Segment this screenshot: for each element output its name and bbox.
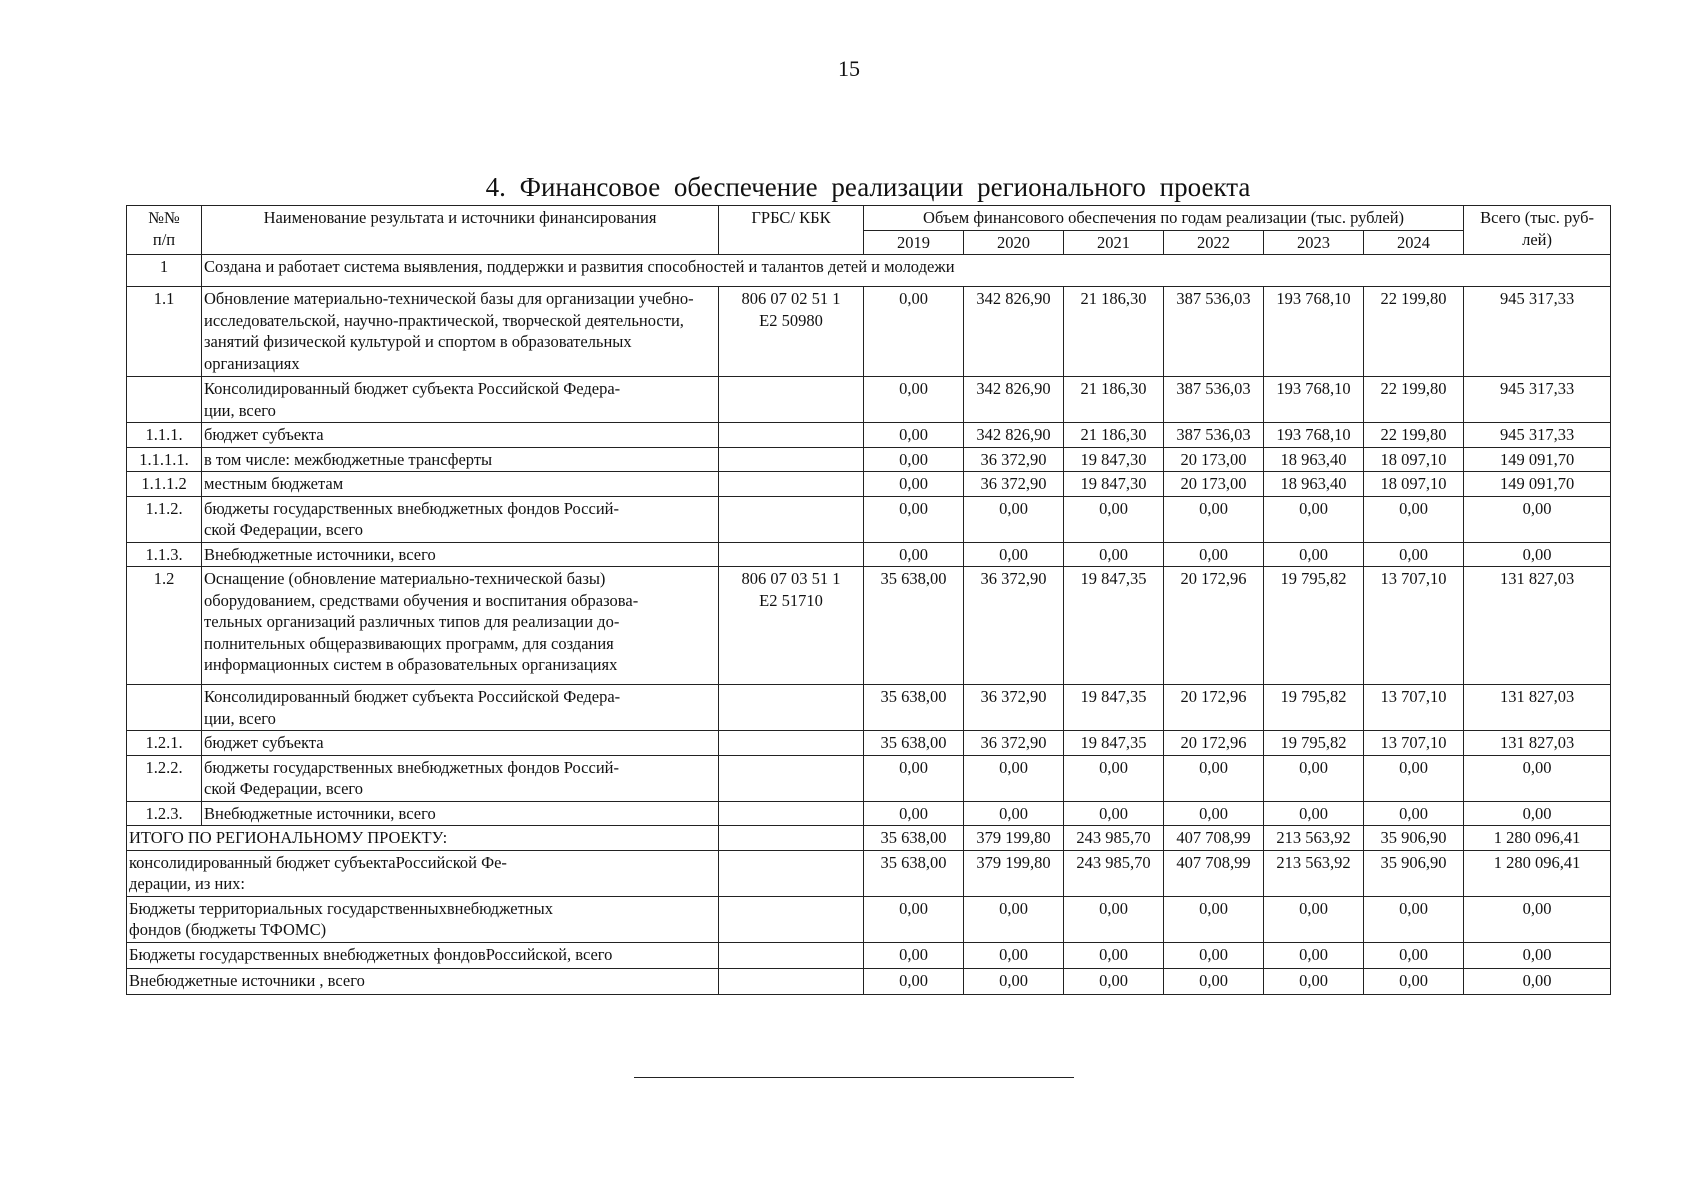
row-num: 1.1.1.1. <box>127 447 202 472</box>
row-kbk <box>719 447 864 472</box>
row-kbk <box>719 731 864 756</box>
totals-kbk <box>719 968 864 994</box>
row-num: 1.2.1. <box>127 731 202 756</box>
row-value: 22 199,80 <box>1364 287 1464 377</box>
row-kbk <box>719 472 864 497</box>
row-value: 35 638,00 <box>864 685 964 731</box>
row-value: 18 097,10 <box>1364 472 1464 497</box>
row-name: Обновление материально-технической базы для организации учебно-исследовательской, научно-практической, творческой деятельности, занятий физической культурой и спортом в образовательных организациях <box>202 287 719 377</box>
row-value: 0,00 <box>1064 496 1164 542</box>
row-value: 19 847,30 <box>1064 447 1164 472</box>
header-total: Всего (тыс. руб- лей) <box>1464 206 1611 255</box>
totals-total: 0,00 <box>1464 968 1611 994</box>
row-value: 36 372,90 <box>964 685 1064 731</box>
row-name: бюджеты государственных внебюджетных фондов Россий- ской Федерации, всего <box>202 755 719 801</box>
header-year: 2019 <box>864 230 964 255</box>
row-num: 1.1.1. <box>127 423 202 448</box>
row-value: 342 826,90 <box>964 287 1064 377</box>
totals-value: 35 638,00 <box>864 850 964 896</box>
row-value: 13 707,10 <box>1364 731 1464 756</box>
row-total: 945 317,33 <box>1464 423 1611 448</box>
row-kbk <box>719 542 864 567</box>
row-value: 21 186,30 <box>1064 423 1164 448</box>
row-kbk <box>719 801 864 826</box>
row-total: 0,00 <box>1464 496 1611 542</box>
totals-value: 0,00 <box>1364 942 1464 968</box>
row-value: 20 173,00 <box>1164 472 1264 497</box>
header-grbs: ГРБС/ КБК <box>719 206 864 255</box>
totals-value: 0,00 <box>1064 968 1164 994</box>
totals-value: 243 985,70 <box>1064 850 1164 896</box>
totals-row <box>127 826 1611 851</box>
row-value: 19 847,35 <box>1064 685 1164 731</box>
totals-total: 1 280 096,41 <box>1464 826 1611 851</box>
row-value: 18 097,10 <box>1364 447 1464 472</box>
row-value: 342 826,90 <box>964 423 1064 448</box>
row-value: 19 847,35 <box>1064 731 1164 756</box>
totals-name: Внебюджетные источники , всего <box>127 968 719 994</box>
row-total: 0,00 <box>1464 542 1611 567</box>
row-name: местным бюджетам <box>202 472 719 497</box>
row-num: 1.1.1.2 <box>127 472 202 497</box>
totals-value: 0,00 <box>1064 896 1164 942</box>
row-kbk <box>719 423 864 448</box>
totals-value: 0,00 <box>1364 896 1464 942</box>
totals-value: 0,00 <box>1264 968 1364 994</box>
row-value: 19 795,82 <box>1264 567 1364 685</box>
row-value: 0,00 <box>1164 755 1264 801</box>
header-row <box>127 206 1611 231</box>
table-row <box>127 567 1611 685</box>
row-value: 0,00 <box>1364 801 1464 826</box>
row-value: 0,00 <box>1164 801 1264 826</box>
row-value: 22 199,80 <box>1364 377 1464 423</box>
totals-value: 379 199,80 <box>964 826 1064 851</box>
totals-value: 0,00 <box>964 896 1064 942</box>
totals-total: 0,00 <box>1464 896 1611 942</box>
row-name: бюджеты государственных внебюджетных фондов Россий- ской Федерации, всего <box>202 496 719 542</box>
row-value: 19 795,82 <box>1264 685 1364 731</box>
totals-value: 0,00 <box>964 968 1064 994</box>
row-name: Оснащение (обновление материально-технической базы) оборудованием, средствами обучения и воспитания образова- тельных организаций различных типов для реализации до- полнительных общеразвивающих программ, для создания информационных систем в образовательных организациях <box>202 567 719 685</box>
row-value: 0,00 <box>864 801 964 826</box>
row-name: Консолидированный бюджет субъекта Российской Федера- ции, всего <box>202 685 719 731</box>
totals-value: 407 708,99 <box>1164 850 1264 896</box>
row-value: 0,00 <box>864 755 964 801</box>
row-value: 0,00 <box>1064 755 1164 801</box>
row-value: 36 372,90 <box>964 731 1064 756</box>
table-row <box>127 542 1611 567</box>
row-value: 19 847,35 <box>1064 567 1164 685</box>
table-row <box>127 447 1611 472</box>
totals-value: 379 199,80 <box>964 850 1064 896</box>
page-number: 15 <box>838 56 860 81</box>
row-total: 131 827,03 <box>1464 685 1611 731</box>
row-value: 0,00 <box>1364 496 1464 542</box>
row-value: 35 638,00 <box>864 731 964 756</box>
row-value: 0,00 <box>864 447 964 472</box>
row-name: Консолидированный бюджет субъекта Российской Федера- ции, всего <box>202 377 719 423</box>
totals-value: 0,00 <box>1164 942 1264 968</box>
totals-value: 0,00 <box>1164 896 1264 942</box>
row-value: 20 172,96 <box>1164 685 1264 731</box>
table-row <box>127 423 1611 448</box>
row-value: 0,00 <box>1364 542 1464 567</box>
totals-value: 0,00 <box>864 968 964 994</box>
row-value: 20 172,96 <box>1164 567 1264 685</box>
table-row <box>127 496 1611 542</box>
row-value: 0,00 <box>864 287 964 377</box>
row-total: 149 091,70 <box>1464 447 1611 472</box>
financial-table <box>126 205 1611 995</box>
totals-value: 35 906,90 <box>1364 850 1464 896</box>
totals-value: 0,00 <box>1364 968 1464 994</box>
totals-total: 1 280 096,41 <box>1464 850 1611 896</box>
row-value: 35 638,00 <box>864 567 964 685</box>
row-value: 36 372,90 <box>964 567 1064 685</box>
table-row <box>127 685 1611 731</box>
totals-row <box>127 942 1611 968</box>
row-name: в том числе: межбюджетные трансферты <box>202 447 719 472</box>
row-value: 0,00 <box>864 423 964 448</box>
totals-value: 0,00 <box>1264 896 1364 942</box>
section-num: 1 <box>127 255 202 287</box>
header-volume: Объем финансового обеспечения по годам реализации (тыс. рублей) <box>864 206 1464 231</box>
row-value: 387 536,03 <box>1164 423 1264 448</box>
totals-row <box>127 968 1611 994</box>
row-value: 21 186,30 <box>1064 377 1164 423</box>
row-name: бюджет субъекта <box>202 731 719 756</box>
row-num <box>127 685 202 731</box>
header-num: №№ п/п <box>127 206 202 255</box>
totals-name: Бюджеты государственных внебюджетных фондовРоссийской, всего <box>127 942 719 968</box>
section-text: Создана и работает система выявления, поддержки и развития способностей и талантов детей и молодежи <box>202 255 1611 287</box>
row-value: 19 795,82 <box>1264 731 1364 756</box>
row-num: 1.1.3. <box>127 542 202 567</box>
table-row <box>127 472 1611 497</box>
totals-kbk <box>719 896 864 942</box>
header-year: 2024 <box>1364 230 1464 255</box>
totals-kbk <box>719 850 864 896</box>
row-value: 0,00 <box>1164 542 1264 567</box>
section-row <box>127 255 1611 287</box>
totals-name: Бюджеты территориальных государственныхвнебюджетных фондов (бюджеты ТФОМС) <box>127 896 719 942</box>
row-value: 0,00 <box>864 496 964 542</box>
row-kbk: 806 07 02 51 1 Е2 50980 <box>719 287 864 377</box>
totals-value: 0,00 <box>1164 968 1264 994</box>
row-kbk <box>719 377 864 423</box>
row-name: Внебюджетные источники, всего <box>202 542 719 567</box>
row-num: 1.1.2. <box>127 496 202 542</box>
row-value: 0,00 <box>864 377 964 423</box>
row-value: 342 826,90 <box>964 377 1064 423</box>
table-row <box>127 801 1611 826</box>
row-value: 13 707,10 <box>1364 685 1464 731</box>
row-value: 36 372,90 <box>964 472 1064 497</box>
row-num: 1.2.3. <box>127 801 202 826</box>
row-total: 131 827,03 <box>1464 567 1611 685</box>
row-value: 387 536,03 <box>1164 287 1264 377</box>
header-name: Наименование результата и источники финансирования <box>202 206 719 255</box>
row-total: 131 827,03 <box>1464 731 1611 756</box>
row-value: 0,00 <box>1364 755 1464 801</box>
section-title: 4. Финансовое обеспечение реализации регионального проекта <box>485 172 1251 202</box>
row-value: 0,00 <box>1264 542 1364 567</box>
row-name: бюджет субъекта <box>202 423 719 448</box>
row-kbk <box>719 496 864 542</box>
row-kbk <box>719 685 864 731</box>
totals-name: консолидированный бюджет субъектаРоссийской Фе- дерации, из них: <box>127 850 719 896</box>
row-value: 193 768,10 <box>1264 287 1364 377</box>
totals-kbk <box>719 942 864 968</box>
row-value: 0,00 <box>1264 801 1364 826</box>
totals-value: 35 906,90 <box>1364 826 1464 851</box>
row-value: 21 186,30 <box>1064 287 1164 377</box>
row-value: 13 707,10 <box>1364 567 1464 685</box>
totals-value: 0,00 <box>1064 942 1164 968</box>
row-num: 1.2.2. <box>127 755 202 801</box>
totals-row <box>127 850 1611 896</box>
totals-value: 0,00 <box>1264 942 1364 968</box>
row-value: 19 847,30 <box>1064 472 1164 497</box>
totals-total: 0,00 <box>1464 942 1611 968</box>
row-total: 0,00 <box>1464 801 1611 826</box>
table-row <box>127 755 1611 801</box>
row-total: 945 317,33 <box>1464 377 1611 423</box>
table-row <box>127 377 1611 423</box>
totals-value: 0,00 <box>864 896 964 942</box>
row-total: 0,00 <box>1464 755 1611 801</box>
totals-name: ИТОГО ПО РЕГИОНАЛЬНОМУ ПРОЕКТУ: <box>127 826 719 851</box>
totals-value: 407 708,99 <box>1164 826 1264 851</box>
table-row <box>127 731 1611 756</box>
row-value: 387 536,03 <box>1164 377 1264 423</box>
totals-row <box>127 896 1611 942</box>
row-value: 0,00 <box>1064 542 1164 567</box>
row-value: 193 768,10 <box>1264 423 1364 448</box>
row-value: 0,00 <box>864 472 964 497</box>
row-total: 149 091,70 <box>1464 472 1611 497</box>
row-value: 0,00 <box>964 496 1064 542</box>
row-num <box>127 377 202 423</box>
row-value: 0,00 <box>1264 496 1364 542</box>
totals-value: 213 563,92 <box>1264 826 1364 851</box>
row-value: 18 963,40 <box>1264 447 1364 472</box>
row-value: 0,00 <box>964 542 1064 567</box>
totals-value: 0,00 <box>964 942 1064 968</box>
row-value: 0,00 <box>964 755 1064 801</box>
row-value: 22 199,80 <box>1364 423 1464 448</box>
row-value: 0,00 <box>1064 801 1164 826</box>
header-year: 2023 <box>1264 230 1364 255</box>
totals-value: 0,00 <box>864 942 964 968</box>
row-value: 36 372,90 <box>964 447 1064 472</box>
row-name: Внебюджетные источники, всего <box>202 801 719 826</box>
row-value: 0,00 <box>864 542 964 567</box>
row-value: 20 173,00 <box>1164 447 1264 472</box>
row-kbk: 806 07 03 51 1 Е2 51710 <box>719 567 864 685</box>
row-num: 1.1 <box>127 287 202 377</box>
row-value: 0,00 <box>1164 496 1264 542</box>
bottom-divider <box>634 1077 1074 1078</box>
row-value: 193 768,10 <box>1264 377 1364 423</box>
header-year: 2022 <box>1164 230 1264 255</box>
row-value: 0,00 <box>1264 755 1364 801</box>
row-value: 18 963,40 <box>1264 472 1364 497</box>
row-num: 1.2 <box>127 567 202 685</box>
totals-value: 35 638,00 <box>864 826 964 851</box>
totals-value: 243 985,70 <box>1064 826 1164 851</box>
table-row <box>127 287 1611 377</box>
row-kbk <box>719 755 864 801</box>
row-total: 945 317,33 <box>1464 287 1611 377</box>
header-year: 2020 <box>964 230 1064 255</box>
row-value: 0,00 <box>964 801 1064 826</box>
totals-value: 213 563,92 <box>1264 850 1364 896</box>
totals-kbk <box>719 826 864 851</box>
row-value: 20 172,96 <box>1164 731 1264 756</box>
header-year: 2021 <box>1064 230 1164 255</box>
